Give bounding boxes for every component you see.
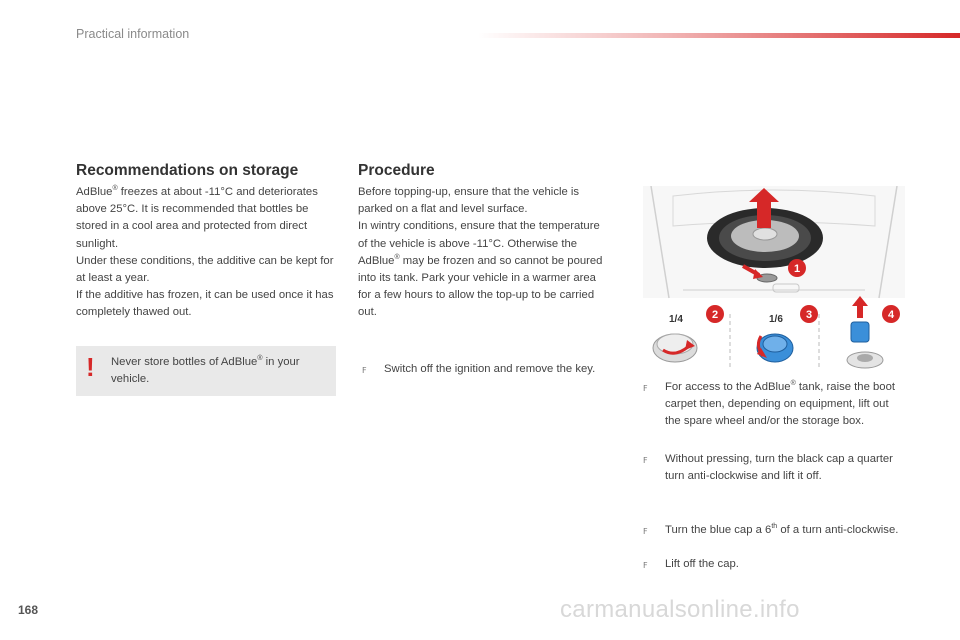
svg-text:1/6: 1/6: [769, 314, 783, 325]
warning-text: Never store bottles of AdBlue® in your vehicle.: [111, 355, 300, 386]
svg-text:4: 4: [887, 309, 895, 321]
callout-4: [882, 305, 900, 323]
storage-paragraph-3: If the additive has frozen, it can be used once it has completely thawed out.: [76, 289, 334, 319]
procedure-text: [358, 184, 606, 322]
procedure-paragraph-1: Before topping-up, ensure that the vehicle is parked on a flat and level surface.: [358, 186, 580, 216]
procedure-heading: Procedure: [358, 162, 435, 179]
step-blue-cap: [643, 522, 905, 540]
adblue-filler-illustration: [643, 186, 905, 370]
step-text: Switch off the ignition and remove the key.: [384, 363, 596, 375]
storage-paragraph-1: AdBlue® freezes at about -11°C and deteriorates above 25°C. It is recommended that bottles be stored in a cool area and protected from direct sunlight.: [76, 185, 318, 250]
step-text: Lift off the cap.: [665, 558, 739, 570]
blue-cap-icon: [757, 314, 793, 362]
watermark: carmanualsonline.info: [560, 596, 800, 623]
storage-heading: Recommendations on storage: [76, 162, 299, 179]
callout-3: [800, 305, 818, 323]
procedure-paragraph-2: In wintry conditions, ensure that the temperature of the vehicle is above -11°C. Otherwise the AdBlue® may be frozen and so cannot be poured into its tank. Park your vehicle in a warmer area for a few hours to allow the top-up to be carried out.: [358, 220, 603, 319]
svg-text:3: 3: [805, 309, 813, 321]
page-number: 168: [18, 603, 39, 617]
section-label: Practical information: [76, 27, 190, 41]
svg-text:2: 2: [711, 309, 719, 321]
svg-text:1/4: 1/4: [669, 314, 683, 325]
bullet-icon: F: [643, 561, 648, 570]
cap-removed-icon: [847, 296, 883, 368]
step-text: Without pressing, turn the black cap a quarter turn anti-clockwise and lift it off.: [665, 453, 893, 483]
callout-1: [788, 259, 806, 277]
warning-icon: !: [86, 352, 95, 382]
bullet-icon: F: [643, 384, 648, 393]
callout-2: [706, 305, 724, 323]
svg-text:1: 1: [793, 263, 801, 275]
step-lift-off: [643, 556, 905, 574]
bullet-icon: F: [362, 366, 367, 375]
step-access-tank: [643, 379, 905, 431]
step-text: For access to the AdBlue® tank, raise the boot carpet then, depending on equipment, lift out the spare wheel and/or the storage box.: [665, 380, 895, 428]
bullet-icon: F: [643, 527, 648, 536]
storage-text: [76, 184, 338, 322]
step-text: Turn the blue cap a 6th of a turn anti-clockwise.: [665, 523, 899, 536]
step-black-cap: [643, 451, 905, 485]
storage-paragraph-2: Under these conditions, the additive can be kept for at least a year.: [76, 254, 334, 285]
step-switch-off: [362, 361, 622, 379]
bullet-icon: F: [643, 456, 648, 465]
header-rule: [478, 33, 960, 38]
black-cap-icon: [653, 314, 697, 362]
